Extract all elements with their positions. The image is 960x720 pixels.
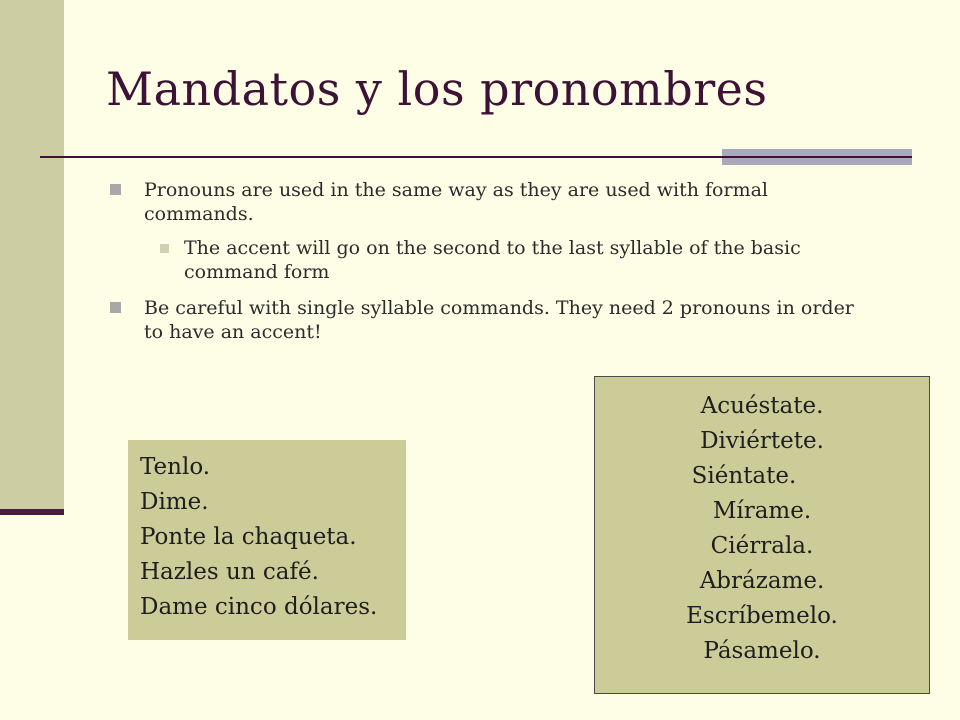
sub-bullet-item <box>106 236 866 284</box>
title-rule-accent-bottom <box>722 158 912 165</box>
example-line: Siéntate. <box>691 463 797 489</box>
example-line: Ciérrala. <box>710 533 814 559</box>
example-line: Diviértete. <box>700 428 824 454</box>
example-line: Acuéstate. <box>700 393 824 419</box>
bullet-square-icon <box>110 302 121 313</box>
left-accent-bar <box>0 509 64 515</box>
single-syllable-examples-box <box>128 440 406 640</box>
slide-title: Mandatos y los pronombres <box>106 62 768 116</box>
bullet-text: Be careful with single syllable commands. They need 2 pronouns in order to have an accent! <box>144 297 854 343</box>
example-line: Tenlo. <box>140 454 211 480</box>
example-line: Dame cinco dólares. <box>140 594 378 620</box>
accented-commands-examples-box <box>594 376 930 694</box>
example-line: Mírame. <box>712 498 812 524</box>
example-line: Dime. <box>140 489 209 515</box>
example-line: Pásamelo. <box>703 638 821 664</box>
bullet-item <box>106 296 866 344</box>
sub-bullet-text: The accent will go on the second to the last syllable of the basic command form <box>184 237 801 283</box>
example-line: Abrázame. <box>699 568 825 594</box>
left-decorative-band <box>0 0 64 514</box>
sub-bullet-square-icon <box>160 244 169 253</box>
bullet-text: Pronouns are used in the same way as they are used with formal commands. <box>144 179 768 225</box>
title-rule <box>40 156 912 158</box>
example-line: Ponte la chaqueta. <box>140 524 357 550</box>
bullet-list <box>106 178 866 354</box>
bullet-square-icon <box>110 184 121 195</box>
example-line: Escríbemelo. <box>686 603 838 629</box>
example-line: Hazles un café. <box>140 559 319 585</box>
title-rule-accent-top <box>722 149 912 156</box>
bullet-item <box>106 178 866 226</box>
